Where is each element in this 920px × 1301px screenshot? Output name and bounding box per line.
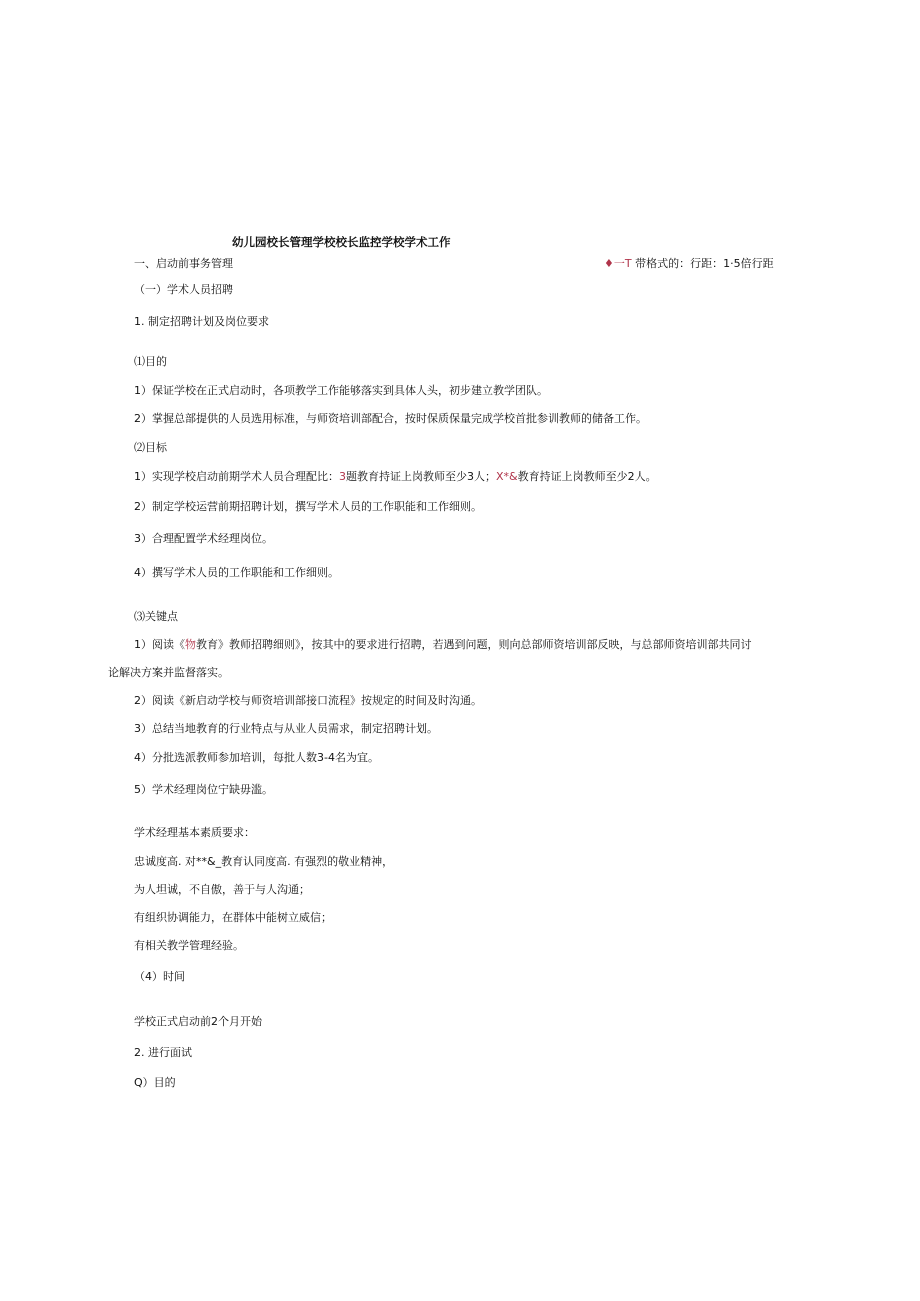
item-heading: 1. 制定招聘计划及岗位要求 bbox=[134, 315, 269, 328]
paragraph: 5）学术经理岗位宁缺毋滥。 bbox=[134, 783, 273, 796]
paragraph: 3）合理配置学术经理岗位。 bbox=[134, 532, 273, 545]
format-comment bbox=[604, 257, 774, 271]
paragraph: 1）保证学校在正式启动时，各项教学工作能够落实到具体人头，初步建立教学团队。 bbox=[134, 384, 548, 397]
item-heading: 2. 进行面试 bbox=[134, 1046, 192, 1059]
paragraph: 1）实现学校启动前期学术人员合理配比：3题教育持证上岗教师至少3人；X*&教育持证上岗教师至少2人。 bbox=[134, 470, 657, 483]
paragraph: 学校正式启动前2个月开始 bbox=[134, 1015, 262, 1028]
paragraph-continuation: 论解决方案并监督落实。 bbox=[108, 666, 229, 679]
requirements-heading: 学术经理基本素质要求： bbox=[134, 826, 255, 839]
point-heading: Q）目的 bbox=[134, 1076, 176, 1089]
point-heading: （4）时间 bbox=[134, 970, 185, 983]
paragraph: 2）制定学校运营前期招聘计划，撰写学术人员的工作职能和工作细则。 bbox=[134, 500, 482, 513]
paragraph: 2）阅读《新启动学校与师资培训部接口流程》按规定的时间及时沟通。 bbox=[134, 694, 482, 707]
paragraph: 4）分批选派教师参加培训，每批人数3-4名为宜。 bbox=[134, 751, 379, 764]
requirement-item: 为人坦诚，不自傲，善于与人沟通； bbox=[134, 883, 310, 896]
comment-marker-icon: ♦一T bbox=[604, 257, 632, 270]
section-heading: 一、启动前事务管理 bbox=[134, 257, 233, 270]
comment-text: 带格式的：行距：1·5倍行距 bbox=[635, 257, 774, 270]
paragraph: 2）掌握总部提供的人员选用标准，与师资培训部配合，按时保质保量完成学校首批参训教师的储备工作。 bbox=[134, 412, 647, 425]
requirement-item: 有相关教学管理经验。 bbox=[134, 939, 244, 952]
point-heading: ⑶关键点 bbox=[134, 610, 178, 623]
paragraph: 1）阅读《物教育》教师招聘细则》，按其中的要求进行招聘，若遇到问题，则向总部师资培训部反映，与总部师资培训部共同讨 bbox=[134, 638, 752, 651]
requirement-item: 有组织协调能力，在群体中能树立威信； bbox=[134, 911, 332, 924]
paragraph: 3）总结当地教育的行业特点与从业人员需求，制定招聘计划。 bbox=[134, 722, 438, 735]
document-title: 幼儿园校长管理学校校长监控学校学术工作 bbox=[232, 235, 451, 249]
point-heading: ⑴目的 bbox=[134, 355, 167, 368]
point-heading: ⑵目标 bbox=[134, 441, 167, 454]
paragraph: 4）撰写学术人员的工作职能和工作细则。 bbox=[134, 566, 339, 579]
subsection-heading: （一）学术人员招聘 bbox=[134, 283, 233, 296]
requirement-item: 忠诚度高. 对**&_教育认同度高. 有强烈的敬业精神， bbox=[134, 855, 394, 868]
